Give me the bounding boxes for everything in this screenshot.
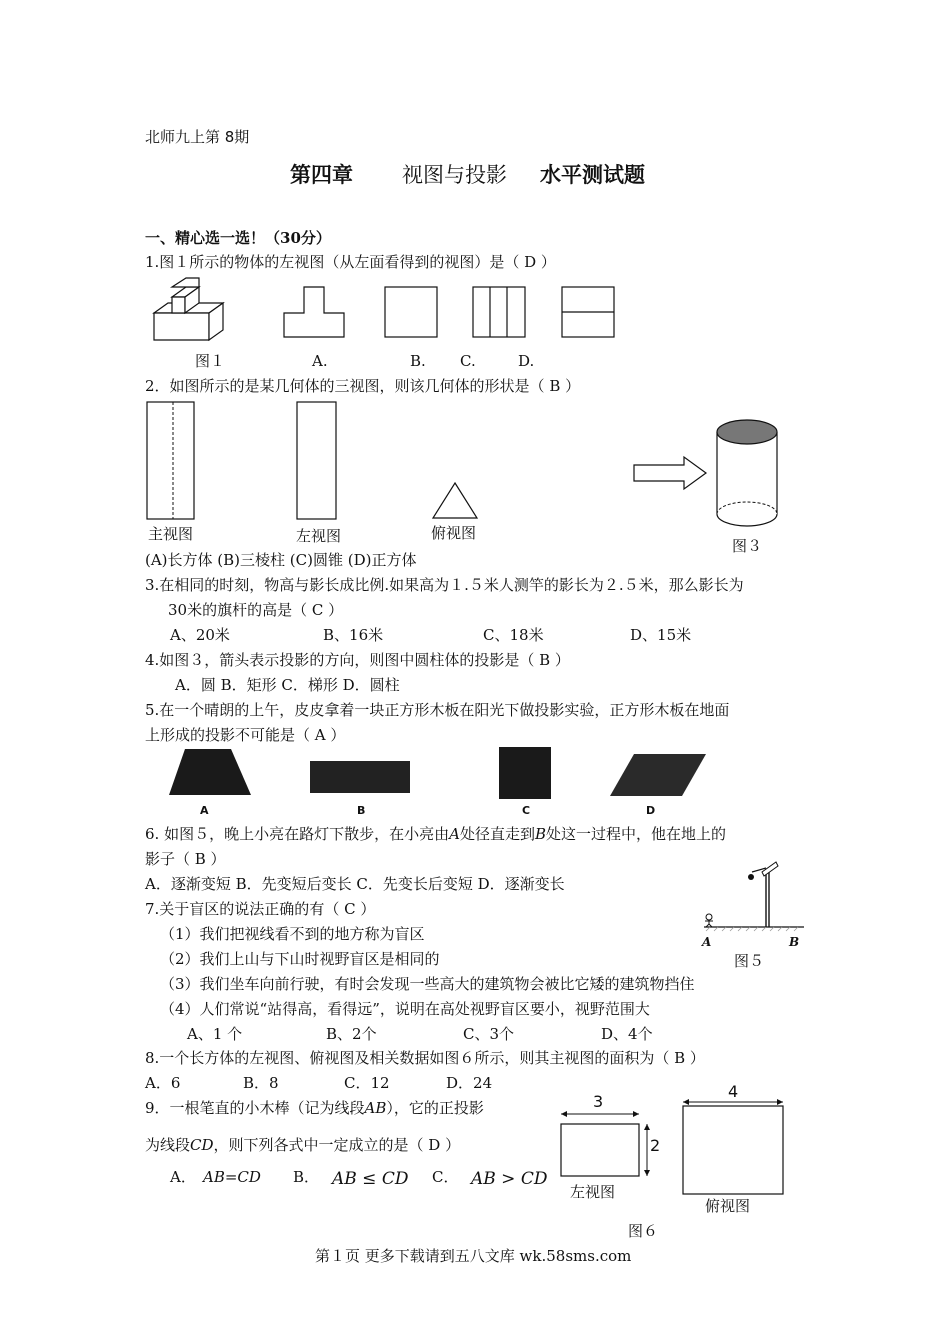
- q1-opt-a: A.: [312, 352, 328, 370]
- q5-label-d: D: [646, 804, 656, 817]
- header-label: 北师九上第 8期: [145, 128, 250, 146]
- q5-shape-a-trapezoid: [165, 745, 255, 799]
- fig6-dimension-4: 4: [728, 1082, 739, 1101]
- fig5-point-a: A: [702, 935, 712, 949]
- section-heading: 一、精心选一选！（30分）: [145, 229, 331, 247]
- q8-opt-b: B．8: [243, 1074, 279, 1092]
- q9-opt-b-prefix: B．: [293, 1168, 320, 1186]
- q7-opt-d: D、4个: [601, 1025, 653, 1043]
- q1-option-c-figure: [472, 286, 526, 338]
- q1-opt-c: C.: [460, 352, 476, 370]
- q2-left-view: [296, 401, 338, 521]
- q1-fig-label: 图１: [195, 352, 226, 370]
- q1-option-a-figure: [283, 286, 345, 338]
- q9-opt-c-prefix: C．: [432, 1168, 459, 1186]
- q1-solid-figure: [150, 277, 230, 343]
- fig3-label: 图３: [732, 537, 763, 555]
- q4-options: A．圆 B．矩形 C．梯形 D．圆柱: [175, 676, 400, 694]
- q5-label-c: C: [522, 804, 531, 817]
- fig5-label: 图５: [734, 952, 765, 970]
- q9-opt-a: AB=CD: [203, 1168, 261, 1186]
- q7-statement-1: （1）我们把视线看不到的地方称为盲区: [160, 925, 425, 943]
- q3-opt-a: A、20米: [170, 626, 230, 644]
- fig6-left-view: [555, 1108, 665, 1180]
- q5-line2: 上形成的投影不可能是（ A ）: [145, 726, 346, 744]
- q7-statement-2: （2）我们上山与下山时视野盲区是相同的: [160, 950, 440, 968]
- title-suffix: 水平测试题: [540, 163, 645, 187]
- q8-opt-d: D．24: [446, 1074, 493, 1092]
- fig6-top-view-label: 俯视图: [705, 1197, 751, 1215]
- fig6-dimension-3: 3: [593, 1092, 604, 1111]
- q1-opt-d: D.: [518, 352, 535, 370]
- q3-line1: 3.在相同的时刻，物高与影长成比例.如果高为１.５米人测竿的影长为２.５米，那么影长为: [145, 576, 744, 594]
- q5-label-b: B: [357, 804, 366, 817]
- q9-line2: 为线段CD，则下列各式中一定成立的是（ D ）: [145, 1136, 461, 1154]
- q3-opt-d: D、15米: [630, 626, 692, 644]
- fig3-arrow-icon: [632, 455, 708, 491]
- q5-shape-d-parallelogram: [606, 750, 710, 800]
- q2-top-view: [431, 481, 479, 521]
- q9-opt-b: AB ≤ CD: [332, 1169, 409, 1189]
- q5-line1: 5.在一个晴朗的上午，皮皮拿着一块正方形木板在阳光下做投影实验，正方形木板在地面: [145, 701, 730, 719]
- q3-opt-c: C、18米: [483, 626, 544, 644]
- title-chapter: 第四章: [290, 163, 353, 187]
- q2-left-label: 左视图: [296, 527, 342, 545]
- q3-line2: 30米的旗杆的高是（ C ）: [168, 601, 344, 619]
- q8-opt-a: A．6: [145, 1074, 181, 1092]
- q7-statement-3: （3）我们坐车向前行驶，有时会发现一些高大的建筑物会被比它矮的建筑物挡住: [160, 975, 695, 993]
- q2-front-label: 主视图: [148, 525, 194, 543]
- fig6-label: 图６: [628, 1222, 659, 1240]
- q7-text: 7.关于盲区的说法正确的有（ C ）: [145, 900, 376, 918]
- q8-opt-c: C．12: [344, 1074, 390, 1092]
- fig6-left-view-label: 左视图: [570, 1183, 616, 1201]
- fig5-point-b: B: [789, 935, 800, 949]
- fig3-cylinder: [715, 418, 779, 530]
- fig5-street-lamp-figure: [700, 856, 810, 936]
- q7-opt-a: A、1 个: [187, 1025, 243, 1043]
- q6-line2: 影子（ B ）: [145, 850, 226, 868]
- page-footer: 第１页 更多下载请到五八文库 wk.58sms.com: [315, 1247, 632, 1265]
- title-subject: 视图与投影: [402, 163, 507, 187]
- fig6-top-view: [680, 1094, 786, 1198]
- q7-statement-4: （4）人们常说“站得高，看得远”，说明在高处视野盲区要小，视野范围大: [160, 1000, 650, 1018]
- q2-text: 2．如图所示的是某几何体的三视图，则该几何体的形状是（ B ）: [145, 377, 581, 395]
- q6-options: A．逐渐变短 B．先变短后变长 C．先变长后变短 D．逐渐变长: [145, 875, 565, 893]
- q1-text: 1.图１所示的物体的左视图（从左面看得到的视图）是（ D ）: [145, 253, 556, 271]
- q7-opt-b: B、2个: [326, 1025, 377, 1043]
- q9-line1: 9．一根笔直的小木棒（记为线段AB），它的正投影: [145, 1099, 484, 1117]
- q5-shape-c-square: [497, 745, 553, 801]
- q4-text: 4.如图３，箭头表示投影的方向，则图中圆柱体的投影是（ B ）: [145, 651, 570, 669]
- q7-opt-c: C、3个: [463, 1025, 515, 1043]
- q1-option-b-figure: [384, 286, 438, 338]
- q8-text: 8.一个长方体的左视图、俯视图及相关数据如图６所示，则其主视图的面积为（ B ）: [145, 1049, 705, 1067]
- q1-opt-b: B.: [410, 352, 426, 370]
- q5-label-a: A: [200, 804, 209, 817]
- q9-opt-a-prefix: A．: [170, 1168, 196, 1186]
- q2-options: (A)长方体 (B)三棱柱 (C)圆锥 (D)正方体: [145, 551, 417, 569]
- q6-line1: 6. 如图５，晚上小亮在路灯下散步，在小亮由A处径直走到B处这一过程中，他在地上的: [145, 825, 726, 843]
- q2-top-label: 俯视图: [431, 524, 477, 542]
- q9-opt-c: AB > CD: [471, 1169, 548, 1189]
- q5-shape-b-rectangle: [308, 758, 412, 796]
- q3-opt-b: B、16米: [323, 626, 384, 644]
- fig6-dimension-2: 2: [650, 1136, 661, 1155]
- q1-option-d-figure: [561, 286, 615, 338]
- q2-front-view: [146, 401, 196, 521]
